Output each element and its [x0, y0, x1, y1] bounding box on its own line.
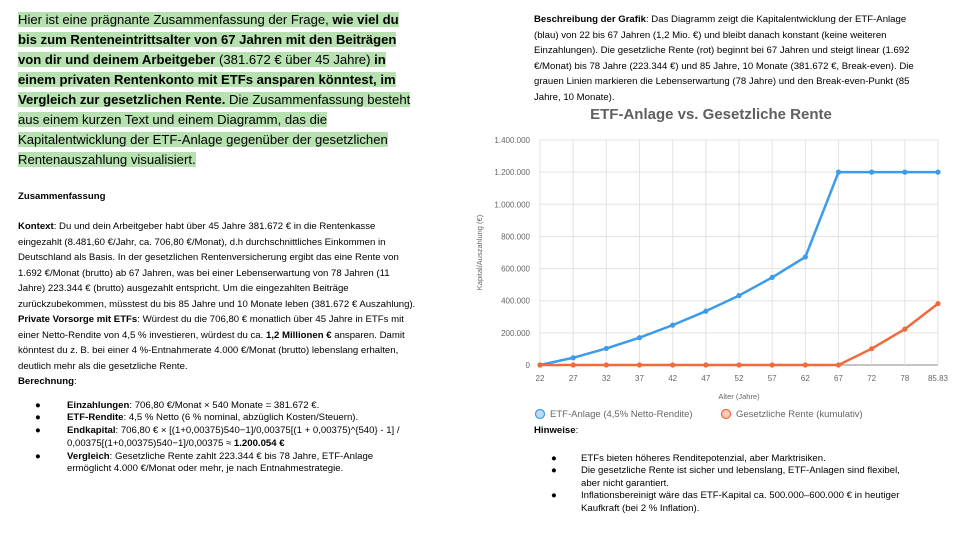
data-point: [670, 362, 675, 367]
y-axis-label: Kapital/Auszahlung (€): [475, 214, 484, 291]
y-tick-label: 400.000: [501, 296, 530, 306]
intro-text-4: in einem privaten Rentenkonto mit ETFs ansparen könntest, im Vergleich zur gesetzlichen Rente.: [18, 52, 396, 107]
y-tick-label: 600.000: [501, 264, 530, 274]
data-point: [770, 362, 775, 367]
description-label: Beschreibung der Grafik: [534, 14, 646, 25]
data-point: [670, 323, 675, 328]
private-text-2: ansparen. Damit könntest du z. B. bei einer 4 %-Entnahmerate 4.000 €/Monat (brutto) lebenslang erhalten, deutlich mehr als die gesetzliche Rente.: [18, 329, 405, 372]
bullet-icon: ●: [551, 490, 557, 502]
list-item: ● ETFs bieten höheres Renditepotenzial, aber Marktrisiken.: [551, 453, 826, 464]
data-point: [703, 309, 708, 314]
context-label: Kontext: [18, 221, 54, 232]
data-point: [902, 327, 907, 332]
bullet-icon: ●: [551, 453, 557, 464]
intro-text-1: Hier ist eine prägnante Zusammenfassung der Frage,: [18, 12, 333, 27]
legend-label: ETF-Anlage (4,5% Netto-Rendite): [550, 409, 693, 420]
calc-heading: Berechnung:: [18, 376, 77, 387]
data-point: [902, 170, 907, 175]
data-point: [836, 362, 841, 367]
x-tick-label: 85.83: [927, 374, 949, 383]
chart-title: ETF-Anlage vs. Gesetzliche Rente: [590, 106, 832, 123]
private-bold: 1,2 Millionen €: [265, 329, 332, 341]
data-point: [935, 301, 940, 306]
x-tick-label: 22: [535, 374, 545, 383]
data-point: [770, 275, 775, 280]
private-text-1: : Würdest du die 706,80 € monatlich über 45 Jahre in ETFs mit einer Netto-Rendite von 4,5 % investieren, würdest du ca.: [18, 314, 404, 341]
chart-description: [534, 12, 930, 105]
legend-marker: [722, 410, 731, 419]
data-point: [803, 362, 808, 367]
list-item: ● ETF-Rendite: 4,5 % Netto (6 % nominal, abzüglich Kosten/Steuern).: [35, 412, 359, 424]
description-text: : Das Diagramm zeigt die Kapitalentwicklung der ETF-Anlage (blau) von 22 bis 67 Jahren (1,2 Mio. €) und bleibt danach konstant (keine weiteren Einzahlungen). Die gesetzliche Rente (rot) beginnt bei 67 Jahren und steigt linear (1.692 €/Monat) bis 78 Jahre (223.344 €) und 85 Jahre, 10 Monate (381.672 €, Break-even). Die grauen Linien markieren die Lebenserwartung (78 Jahre) und den Break-even-Punkt (85 Jahre, 10 Monate).: [534, 14, 914, 103]
chart: [468, 102, 954, 426]
x-tick-label: 72: [867, 374, 877, 383]
bullet-icon: ●: [551, 465, 557, 477]
y-tick-label: 0: [525, 361, 530, 370]
intro-text-3: (381.672 € über 45 Jahre): [215, 52, 375, 67]
legend-label: Gesetzliche Rente (kumulativ): [736, 409, 863, 420]
bullet-icon: ●: [35, 399, 41, 411]
list-item: ● Endkapital: 706,80 € × [(1+0,00375)540−1]/0,00375[(1 + 0,00375)^{540} - 1] / 0,00375[(1+0,00375)540−1]/0,00375 ≈ 1.200.054 €: [35, 425, 400, 449]
x-tick-label: 27: [568, 374, 578, 383]
summary-heading: Zusammenfassung: [18, 191, 106, 202]
y-tick-label: 1.000.000: [494, 200, 530, 210]
private-paragraph: [18, 312, 418, 374]
data-point: [836, 170, 841, 175]
notes-heading: Hinweise:: [534, 425, 579, 436]
y-tick-label: 1.400.000: [494, 136, 530, 145]
right-column: [534, 12, 930, 105]
data-point: [637, 335, 642, 340]
x-tick-label: 57: [767, 374, 777, 383]
x-axis-label: Alter (Jahre): [718, 392, 760, 401]
intro-paragraph: [18, 10, 418, 170]
left-column: [18, 10, 418, 476]
x-tick-label: 78: [900, 374, 910, 383]
y-tick-label: 1.200.000: [494, 168, 530, 178]
y-tick-label: 800.000: [501, 232, 530, 242]
intro-text-2: wie viel du bis zum Renteneintrittsalter von 67 Jahren mit den Beiträgen von dir und deinem Arbeitgeber: [18, 12, 399, 67]
x-tick-label: 67: [834, 374, 843, 383]
data-point: [736, 362, 741, 367]
notes-list: [534, 453, 914, 515]
list-item: ● Die gesetzliche Rente ist sicher und lebenslang, ETF-Anlagen sind flexibel, aber nicht garantiert.: [551, 465, 900, 489]
list-item: ● Einzahlungen: 706,80 €/Monat × 540 Monate = 381.672 €.: [35, 399, 320, 411]
data-point: [604, 346, 609, 351]
data-point: [803, 254, 808, 259]
data-point: [935, 170, 940, 175]
data-point: [604, 362, 609, 367]
x-tick-label: 62: [800, 374, 810, 383]
data-point: [571, 355, 576, 360]
data-point: [537, 362, 542, 367]
data-point: [637, 362, 642, 367]
data-point: [571, 362, 576, 367]
data-point: [736, 293, 741, 298]
data-point: [703, 362, 708, 367]
bullet-icon: ●: [35, 425, 41, 437]
x-tick-label: 52: [734, 374, 744, 383]
x-tick-label: 42: [668, 374, 678, 383]
data-point: [869, 170, 874, 175]
list-item: ● Inflationsbereinigt wäre das ETF-Kapital ca. 500.000–600.000 € in heutiger Kaufkraft (bei 2 % Inflation).: [551, 490, 900, 514]
notes-section: [534, 425, 914, 515]
data-point: [869, 346, 874, 351]
context-text: : Du und dein Arbeitgeber habt über 45 Jahre 381.672 € in die Rentenkasse eingezahlt (8.481,60 €/Jahr, ca. 706,80 €/Monat), d.h durchschnittliches Einkommen in Deutschland als Basis. In der gesetzlichen Rentenversicherung ergibt das eine Rente von 1.692 €/Monat (brutto) ab 67 Jahren, was bei einer Lebenserwartung von 78 Jahren (11 Jahre) 223.344 € (brutto) ausgezahlt entspricht. Um die eingezahlten Beiträge zurückzubekommen, müsstest du bis 85 Jahre und 10 Monate leben (381.672 € Auszahlung).: [18, 221, 416, 310]
x-tick-label: 32: [601, 374, 611, 383]
y-tick-label: 200.000: [501, 328, 530, 338]
legend-marker: [536, 410, 545, 419]
chart-svg: [468, 102, 954, 426]
bullet-icon: ●: [35, 450, 41, 462]
context-paragraph: [18, 219, 418, 312]
x-tick-label: 37: [635, 374, 644, 383]
bullet-icon: ●: [35, 412, 41, 424]
private-label: Private Vorsorge mit ETFs: [18, 314, 138, 325]
x-tick-label: 47: [701, 374, 711, 383]
list-item: ● Vergleich: Gesetzliche Rente zahlt 223.344 € bis 78 Jahre, ETF-Anlage ermöglicht 4.000 €/Monat oder mehr, je nach Entnahmestrategie.: [35, 450, 374, 475]
calc-list: [18, 400, 418, 476]
intro-text-5: Die Zusammenfassung besteht aus einem kurzen Text und einem Diagramm, das die Kapitalentwicklung der ETF-Anlage gegenüber der gesetzlichen Rentenauszahlung visualisiert.: [18, 92, 411, 167]
